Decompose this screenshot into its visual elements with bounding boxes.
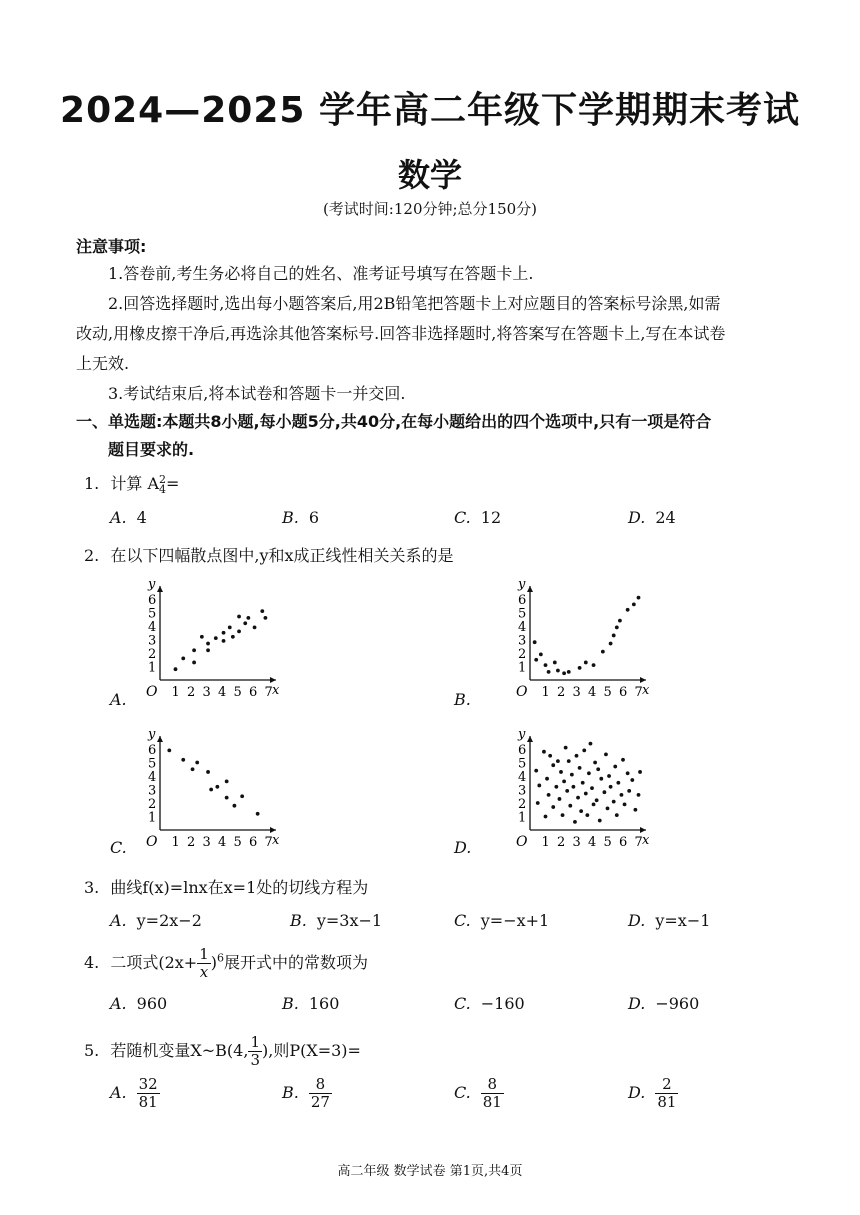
y-tick-label: 4: [148, 770, 157, 785]
data-point: [613, 765, 617, 769]
data-point: [206, 770, 210, 774]
option-letter: D.: [628, 994, 646, 1013]
data-point: [565, 789, 569, 793]
data-point: [215, 785, 219, 789]
x-tick-label: 5: [233, 685, 242, 700]
perm-sup: 2: [159, 472, 167, 486]
q4-option-a[interactable]: [110, 994, 167, 1013]
fraction-numerator: 8: [309, 1076, 332, 1094]
data-point: [544, 663, 548, 667]
data-point: [626, 771, 630, 775]
option-text: −960: [655, 994, 700, 1013]
fraction-numerator: 32: [138, 1075, 158, 1093]
notice-item-1: 1.答卷前,考生务必将自己的姓名、准考证号填写在答题卡上.: [108, 264, 534, 283]
y-tick-label: 6: [148, 593, 157, 608]
data-point: [570, 773, 574, 777]
option-text: y=2x−2: [136, 911, 202, 930]
y-tick-label: 2: [518, 797, 527, 812]
y-tick-label: 1: [148, 810, 157, 826]
notice-item-2-line-3: 上无效.: [76, 354, 130, 373]
data-point: [589, 742, 593, 746]
q1-option-b[interactable]: [282, 508, 319, 527]
data-point: [534, 658, 538, 662]
question-stem-c: 展开式中的常数项为: [224, 953, 369, 972]
data-point: [539, 652, 543, 656]
data-point: [195, 761, 199, 765]
data-point: [231, 635, 235, 639]
fraction-denominator: x: [199, 963, 209, 981]
y-axis-arrow: [157, 586, 163, 592]
data-point: [237, 615, 241, 619]
x-tick-label: 7: [264, 835, 273, 850]
data-point: [584, 661, 588, 665]
data-point: [564, 746, 568, 750]
y-axis-label: y: [518, 727, 526, 742]
data-point: [637, 793, 641, 797]
option-text: 24: [655, 508, 676, 527]
x-tick-label: 4: [588, 835, 597, 850]
question-stem: 在以下四幅散点图中,y和x成正线性相关关系的是: [110, 546, 454, 565]
option-letter: B.: [282, 508, 299, 527]
data-point: [568, 804, 572, 808]
data-point: [606, 807, 610, 811]
data-point: [225, 796, 229, 800]
data-point: [181, 758, 185, 762]
data-point: [200, 635, 204, 639]
data-point: [607, 774, 611, 778]
data-point: [632, 603, 636, 607]
equals: =: [166, 474, 180, 493]
question-number: 1.: [84, 474, 100, 493]
y-axis-arrow: [527, 586, 533, 592]
q2-option-c[interactable]: [110, 838, 137, 857]
scatter-plot-d: [506, 726, 656, 856]
notice-item-2-line-1: 2.回答选择题时,选出每小题答案后,用2B铅笔把答题卡上对应题目的答案标号涂黑,如需: [108, 294, 721, 313]
data-point: [612, 634, 616, 638]
option-letter: A.: [110, 911, 127, 930]
x-tick-label: 1: [541, 835, 550, 850]
data-point: [638, 770, 642, 774]
question-3: [84, 875, 368, 898]
y-tick-label: 5: [518, 756, 527, 772]
x-tick-label: 7: [634, 685, 643, 700]
x-tick-label: 6: [249, 835, 258, 850]
fraction-denominator: 81: [657, 1093, 677, 1111]
option-letter: B.: [282, 1083, 299, 1102]
option-letter: C.: [110, 838, 127, 857]
x-tick-label: 5: [603, 835, 612, 850]
data-point: [551, 805, 555, 809]
q5-option-c[interactable]: [454, 1076, 504, 1111]
option-letter: C.: [454, 1083, 471, 1102]
data-point: [585, 813, 589, 817]
data-point: [615, 813, 619, 817]
x-tick-label: 7: [264, 685, 273, 700]
fraction-denominator: 81: [482, 1093, 502, 1111]
option-letter: C.: [454, 994, 471, 1013]
fraction-numerator: 2: [655, 1076, 678, 1094]
x-tick-label: 1: [541, 685, 550, 700]
option-letter: A.: [110, 1083, 127, 1102]
data-point: [623, 802, 627, 806]
y-tick-label: 6: [148, 743, 157, 758]
data-point: [621, 758, 625, 762]
data-point: [618, 619, 622, 623]
data-point: [601, 650, 605, 654]
data-point: [181, 657, 185, 661]
data-point: [593, 761, 597, 765]
x-tick-label: 4: [588, 685, 597, 700]
data-point: [237, 630, 241, 634]
origin-label: O: [146, 684, 158, 700]
origin-label: O: [516, 834, 528, 850]
q1-option-c[interactable]: [454, 508, 501, 527]
q4-option-d[interactable]: [628, 994, 699, 1013]
y-tick-label: 1: [518, 660, 527, 676]
data-point: [567, 759, 571, 763]
data-point: [559, 770, 563, 774]
data-point: [603, 790, 607, 794]
x-axis-label: x: [642, 833, 650, 848]
q4-option-c[interactable]: [454, 994, 525, 1013]
x-tick-label: 3: [202, 685, 211, 700]
data-point: [544, 815, 548, 819]
y-tick-label: 5: [148, 606, 157, 622]
data-point: [558, 797, 562, 801]
fraction: [197, 946, 211, 981]
option-letter: A.: [110, 994, 127, 1013]
y-axis-label: y: [518, 577, 526, 592]
fraction-denominator: 81: [138, 1093, 158, 1111]
data-point: [222, 639, 226, 643]
x-tick-label: 3: [572, 685, 581, 700]
data-point: [537, 784, 541, 788]
data-point: [167, 748, 171, 752]
q2-option-d[interactable]: [454, 838, 481, 857]
question-stem-b: ): [210, 953, 218, 972]
x-tick-label: 2: [557, 685, 566, 700]
data-point: [192, 648, 196, 652]
y-tick-label: 5: [148, 756, 157, 772]
notice-item-3: 3.考试结束后,将本试卷和答题卡一并交回.: [108, 384, 406, 403]
data-point: [556, 759, 560, 763]
data-point: [533, 640, 537, 644]
option-text: y=x−1: [655, 911, 711, 930]
data-point: [579, 809, 583, 813]
y-axis-arrow: [527, 736, 533, 742]
x-tick-label: 6: [619, 835, 628, 850]
x-tick-label: 7: [634, 835, 643, 850]
page-title: 2024—2025 学年高二年级下学期期末考试: [60, 90, 800, 131]
x-tick-label: 1: [171, 685, 180, 700]
q1-option-a[interactable]: [110, 508, 147, 527]
y-tick-label: 6: [518, 743, 527, 758]
notice-title: 注意事项:: [76, 237, 147, 256]
y-tick-label: 5: [518, 606, 527, 622]
option-letter: A.: [110, 508, 127, 527]
q5-option-d[interactable]: [628, 1076, 678, 1111]
data-point: [233, 804, 237, 808]
q2-option-b[interactable]: [454, 690, 481, 709]
fraction-denominator: 3: [250, 1051, 260, 1069]
q5-option-a[interactable]: [110, 1076, 160, 1111]
section-heading-line-2: 题目要求的.: [108, 440, 195, 459]
data-point: [191, 767, 195, 771]
q4-option-b[interactable]: [282, 994, 339, 1013]
option-text: 12: [480, 508, 502, 527]
y-tick-label: 4: [148, 620, 157, 635]
q3-option-c[interactable]: [454, 911, 549, 930]
x-tick-label: 5: [233, 835, 242, 850]
question-4: [84, 946, 368, 981]
data-point: [547, 793, 551, 797]
y-tick-label: 4: [518, 620, 527, 635]
question-stem-b: ),则P(X=3)=: [261, 1041, 361, 1060]
x-tick-label: 1: [171, 835, 180, 850]
data-point: [578, 766, 582, 770]
option-letter: C.: [454, 508, 471, 527]
origin-label: O: [146, 834, 158, 850]
x-axis-label: x: [642, 683, 650, 698]
data-point: [206, 642, 210, 646]
x-tick-label: 4: [218, 685, 227, 700]
y-tick-label: 1: [148, 660, 157, 676]
question-stem-a: 若随机变量X~B(4,: [110, 1041, 249, 1060]
q3-option-a[interactable]: [110, 911, 202, 930]
option-letter: B.: [282, 994, 299, 1013]
q3-option-b[interactable]: [290, 911, 382, 930]
data-point: [214, 636, 218, 640]
data-point: [626, 608, 630, 612]
option-letter: D.: [628, 1083, 646, 1102]
data-point: [554, 785, 558, 789]
y-tick-label: 3: [518, 783, 527, 799]
question-number: 3.: [84, 878, 100, 897]
option-letter: D.: [628, 911, 646, 930]
data-point: [590, 786, 594, 790]
option-text: 6: [308, 508, 320, 527]
option-fraction: [655, 1076, 678, 1111]
y-tick-label: 2: [518, 647, 527, 662]
data-point: [630, 778, 634, 782]
data-point: [620, 793, 624, 797]
data-point: [547, 670, 551, 674]
y-tick-label: 6: [518, 593, 527, 608]
option-fraction: [309, 1076, 332, 1111]
data-point: [575, 754, 579, 758]
data-point: [612, 800, 616, 804]
data-point: [562, 671, 566, 675]
option-letter: B.: [454, 690, 471, 709]
notice-item-2-line-2: 改动,用橡皮擦干净后,再选涂其他答案标号.回答非选择题时,将答案写在答题卡上,写在本试卷: [76, 324, 726, 343]
data-point: [192, 661, 196, 665]
data-point: [578, 666, 582, 670]
option-text: −160: [480, 994, 525, 1013]
data-point: [596, 767, 600, 771]
data-point: [556, 669, 560, 673]
data-point: [243, 621, 247, 625]
data-point: [604, 753, 608, 757]
page-footer: 高二年级 数学试卷 第1页,共4页: [337, 1164, 523, 1179]
scatter-plot-a: [136, 576, 286, 706]
q3-option-d[interactable]: [628, 911, 710, 930]
data-point: [616, 781, 620, 785]
data-point: [627, 789, 631, 793]
data-point: [615, 625, 619, 629]
data-point: [542, 750, 546, 754]
data-point: [587, 771, 591, 775]
data-point: [599, 777, 603, 781]
q1-option-d[interactable]: [628, 508, 676, 527]
data-point: [228, 625, 232, 629]
perm-sub: 4: [159, 482, 167, 496]
x-tick-label: 4: [218, 835, 227, 850]
option-text: 4: [136, 508, 147, 527]
y-tick-label: 3: [518, 633, 527, 649]
x-tick-label: 3: [202, 835, 211, 850]
fraction: [248, 1034, 262, 1069]
data-point: [609, 642, 613, 646]
option-letter: B.: [290, 911, 307, 930]
option-fraction: [137, 1076, 160, 1111]
x-tick-label: 3: [572, 835, 581, 850]
origin-label: O: [516, 684, 528, 700]
data-point: [572, 785, 576, 789]
data-point: [253, 625, 257, 629]
data-point: [264, 616, 268, 620]
data-point: [551, 763, 555, 767]
data-point: [592, 663, 596, 667]
exponent: 6: [217, 951, 225, 965]
section-heading-line-1: 一、单选题:本题共8小题,每小题5分,共40分,在每小题给出的四个选项中,只有一项是符合: [76, 412, 712, 431]
q2-option-a[interactable]: [110, 690, 137, 709]
x-tick-label: 2: [557, 835, 566, 850]
y-tick-label: 3: [148, 633, 157, 649]
data-point: [567, 670, 571, 674]
data-point: [584, 792, 588, 796]
data-point: [260, 609, 264, 613]
question-number: 4.: [84, 953, 100, 972]
data-point: [548, 754, 552, 758]
option-text: 960: [136, 994, 168, 1013]
question-number: 5.: [84, 1041, 100, 1060]
data-point: [581, 781, 585, 785]
data-point: [592, 802, 596, 806]
option-letter: D.: [454, 838, 472, 857]
fraction-denominator: 27: [310, 1093, 330, 1111]
data-point: [598, 819, 602, 823]
y-axis-arrow: [157, 736, 163, 742]
q5-option-b[interactable]: [282, 1076, 332, 1111]
question-stem: 计算 A: [110, 474, 160, 493]
x-axis-label: x: [272, 833, 280, 848]
y-tick-label: 4: [518, 770, 527, 785]
option-letter: D.: [628, 508, 646, 527]
data-point: [609, 785, 613, 789]
question-stem-a: 二项式(2x+: [110, 953, 198, 972]
data-point: [536, 801, 540, 805]
x-axis-label: x: [272, 683, 280, 698]
option-text: y=3x−1: [316, 911, 383, 930]
data-point: [634, 808, 638, 812]
x-tick-label: 2: [187, 835, 196, 850]
fraction-numerator: 1: [199, 945, 209, 963]
x-tick-label: 6: [249, 685, 258, 700]
option-fraction: [481, 1076, 504, 1111]
scatter-plot-c: [136, 726, 286, 856]
data-point: [561, 813, 565, 817]
y-tick-label: 1: [518, 810, 527, 826]
option-letter: C.: [454, 911, 471, 930]
option-letter: A.: [110, 690, 127, 709]
question-5: [84, 1034, 361, 1069]
data-point: [562, 780, 566, 784]
subject-title: 数学: [397, 156, 462, 194]
data-point: [553, 661, 557, 665]
data-point: [174, 667, 178, 671]
data-point: [246, 616, 250, 620]
option-text: y=−x+1: [480, 911, 550, 930]
fraction-numerator: 1: [250, 1033, 260, 1051]
option-text: 160: [308, 994, 340, 1013]
y-tick-label: 2: [148, 797, 157, 812]
data-point: [534, 769, 538, 773]
data-point: [576, 796, 580, 800]
exam-time-info: (考试时间:120分钟;总分150分): [322, 200, 538, 218]
data-point: [225, 780, 229, 784]
data-point: [206, 648, 210, 652]
data-point: [573, 820, 577, 824]
data-point: [256, 812, 260, 816]
fraction-numerator: 8: [481, 1076, 504, 1094]
y-axis-label: y: [148, 577, 156, 592]
question-stem: 曲线f(x)=lnx在x=1处的切线方程为: [110, 878, 369, 897]
x-tick-label: 2: [187, 685, 196, 700]
data-point: [222, 631, 226, 635]
y-tick-label: 3: [148, 783, 157, 799]
data-point: [545, 777, 549, 781]
data-point: [209, 788, 213, 792]
x-tick-label: 5: [603, 685, 612, 700]
question-2: [84, 543, 454, 566]
data-point: [595, 798, 599, 802]
scatter-plot-b: [506, 576, 656, 706]
data-point: [240, 794, 244, 798]
x-tick-label: 6: [619, 685, 628, 700]
question-1: [84, 471, 179, 495]
data-point: [637, 596, 641, 600]
y-tick-label: 2: [148, 647, 157, 662]
data-point: [582, 748, 586, 752]
question-number: 2.: [84, 546, 100, 565]
y-axis-label: y: [148, 727, 156, 742]
